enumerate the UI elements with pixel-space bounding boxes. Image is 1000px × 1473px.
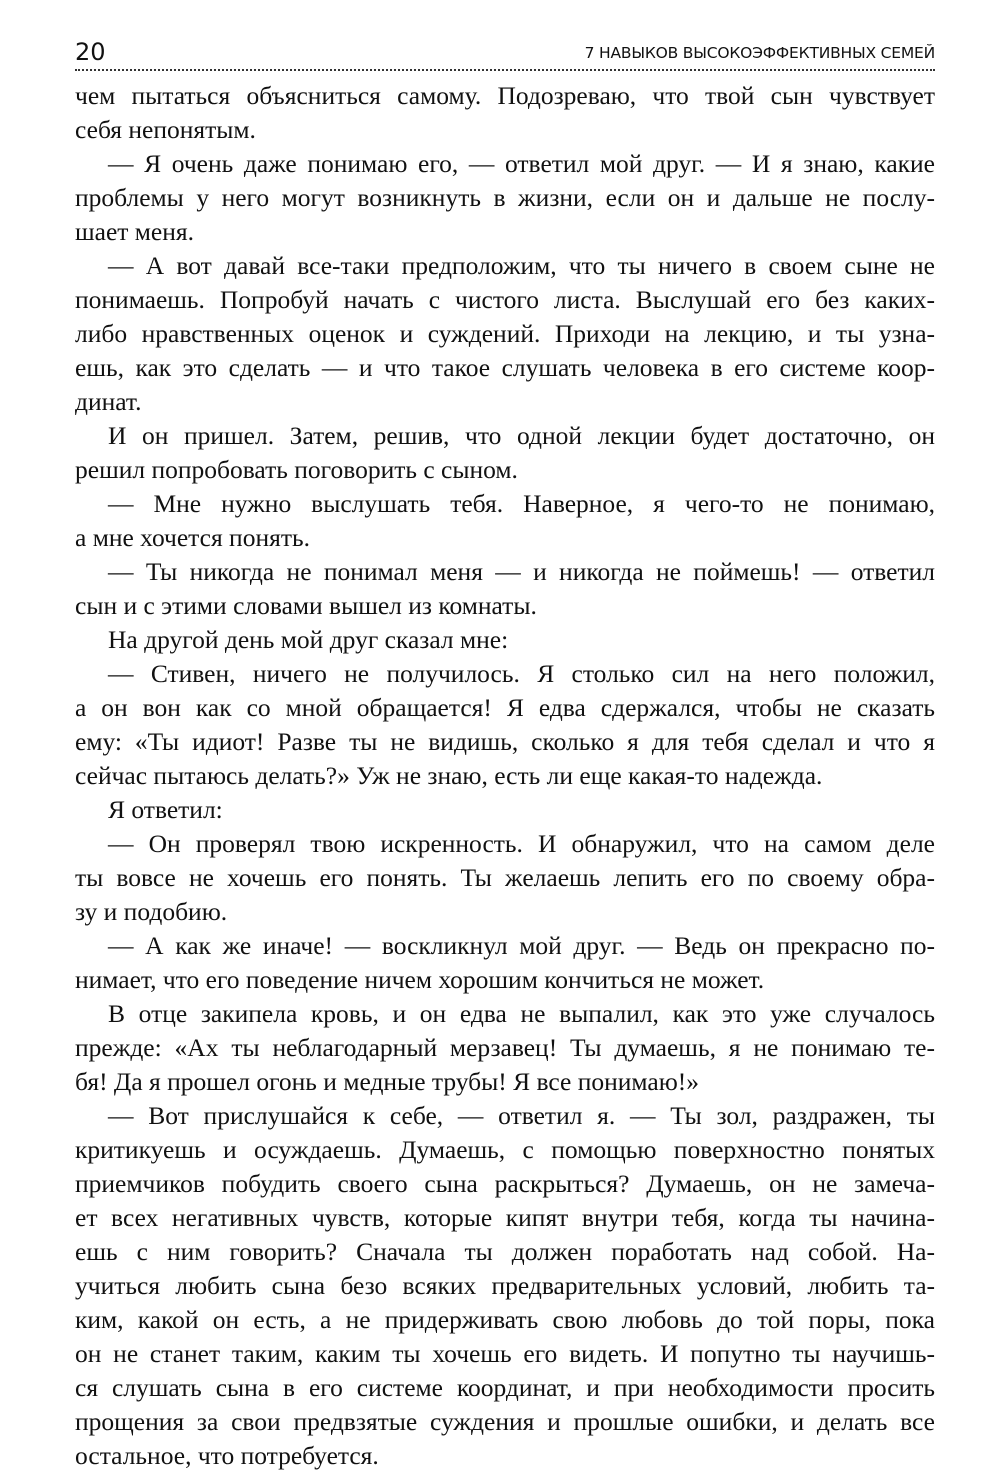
paragraph xyxy=(75,487,935,555)
text-line: себя непонятым. xyxy=(75,115,256,144)
paragraph xyxy=(75,1099,935,1473)
text-line: сын и с этими словами вышел из комнаты. xyxy=(75,591,537,620)
text-line: прежде: «Ах ты неблагодарный мерзавец! Ты думаешь, я не понимаю те- xyxy=(75,1033,935,1062)
text-line: ешь, как это сделать — и что такое слушать человека в его системе коор- xyxy=(75,353,935,382)
paragraph xyxy=(75,793,935,827)
running-title: 7 НАВЫКОВ ВЫСОКОЭФФЕКТИВНЫХ СЕМЕЙ xyxy=(584,44,935,62)
text-line: динат. xyxy=(75,387,142,416)
text-line: — А как же иначе! — воскликнул мой друг. — Ведь он прекрасно по- xyxy=(108,931,935,960)
page-body xyxy=(75,79,935,1473)
text-line: понимаешь. Попробуй начать с чистого листа. Выслушай его без каких- xyxy=(75,285,935,314)
text-line: Я ответил: xyxy=(108,795,223,824)
text-line: шает меня. xyxy=(75,217,194,246)
text-line: — Ты никогда не понимал меня — и никогда не поймешь! — ответил xyxy=(108,557,935,586)
text-line: решил попробовать поговорить с сыном. xyxy=(75,455,518,484)
text-line: И он пришел. Затем, решив, что одной лекции будет достаточно, он xyxy=(108,421,935,450)
text-line: нимает, что его поведение ничем хорошим кончиться не может. xyxy=(75,965,765,994)
text-line: ся слушать сына в его системе координат, и при необходимости просить xyxy=(75,1373,935,1402)
text-line: сейчас пытаюсь делать?» Уж не знаю, есть ли еще какая-то надежда. xyxy=(75,761,823,790)
paragraph xyxy=(75,79,935,147)
paragraph xyxy=(75,997,935,1099)
text-line: прощения за свои предвзятые суждения и прошлые ошибки, и делать все xyxy=(75,1407,935,1436)
text-line: остальное, что потребуется. xyxy=(75,1441,379,1470)
text-line: — Он проверял твою искренность. И обнаружил, что на самом деле xyxy=(108,829,935,858)
text-line: ему: «Ты идиот! Разве ты не видишь, сколько я для тебя сделал и что я xyxy=(75,727,935,756)
paragraph xyxy=(75,929,935,997)
text-line: ешь с ним говорить? Сначала ты должен поработать над собой. На- xyxy=(75,1237,935,1266)
text-line: проблемы у него могут возникнуть в жизни, если он и дальше не послу- xyxy=(75,183,935,212)
text-line: чем пытаться объясниться самому. Подозреваю, что твой сын чувствует xyxy=(75,81,935,110)
text-line: ким, какой он есть, а не придерживать свою любовь до той поры, пока xyxy=(75,1305,935,1334)
paragraph xyxy=(75,419,935,487)
text-line: учиться любить сына безо всяких предварительных условий, любить та- xyxy=(75,1271,935,1300)
text-line: зу и подобию. xyxy=(75,897,228,926)
paragraph xyxy=(75,249,935,419)
text-line: либо нравственных оценок и суждений. Приходи на лекцию, и ты узна- xyxy=(75,319,935,348)
paragraph xyxy=(75,147,935,249)
paragraph xyxy=(75,623,935,657)
text-line: а мне хочется понять. xyxy=(75,523,310,552)
text-line: — Мне нужно выслушать тебя. Наверное, я чего-то не понимаю, xyxy=(108,489,935,518)
running-header xyxy=(75,38,935,72)
text-line: он не станет таким, каким ты хочешь его видеть. И попутно ты научишь- xyxy=(75,1339,935,1368)
text-line: ет всех негативных чувств, которые кипят внутри тебя, когда ты начина- xyxy=(75,1203,935,1232)
text-line: приемчиков побудить своего сына раскрыться? Думаешь, он не замеча- xyxy=(75,1169,935,1198)
paragraph xyxy=(75,827,935,929)
text-line: а он вон как со мной обращается! Я едва сдержался, чтобы не сказать xyxy=(75,693,935,722)
paragraph xyxy=(75,657,935,793)
text-line: критикуешь и осуждаешь. Думаешь, с помощью поверхностно понятых xyxy=(75,1135,935,1164)
text-line: — Стивен, ничего не получилось. Я столько сил на него положил, xyxy=(108,659,935,688)
text-line: — Вот прислушайся к себе, — ответил я. — Ты зол, раздражен, ты xyxy=(108,1101,935,1130)
text-line: В отце закипела кровь, и он едва не выпалил, как это уже случалось xyxy=(108,999,935,1028)
text-line: — А вот давай все-таки предположим, что ты ничего в своем сыне не xyxy=(108,251,935,280)
header-dotted-rule xyxy=(75,69,935,71)
text-line: ты вовсе не хочешь его понять. Ты желаешь лепить его по своему обра- xyxy=(75,863,935,892)
page-number: 20 xyxy=(75,38,106,66)
text-line: — Я очень даже понимаю его, — ответил мой друг. — И я знаю, какие xyxy=(108,149,935,178)
paragraph xyxy=(75,555,935,623)
text-line: бя! Да я прошел огонь и медные трубы! Я все понимаю!» xyxy=(75,1067,700,1096)
text-line: На другой день мой друг сказал мне: xyxy=(108,625,509,654)
